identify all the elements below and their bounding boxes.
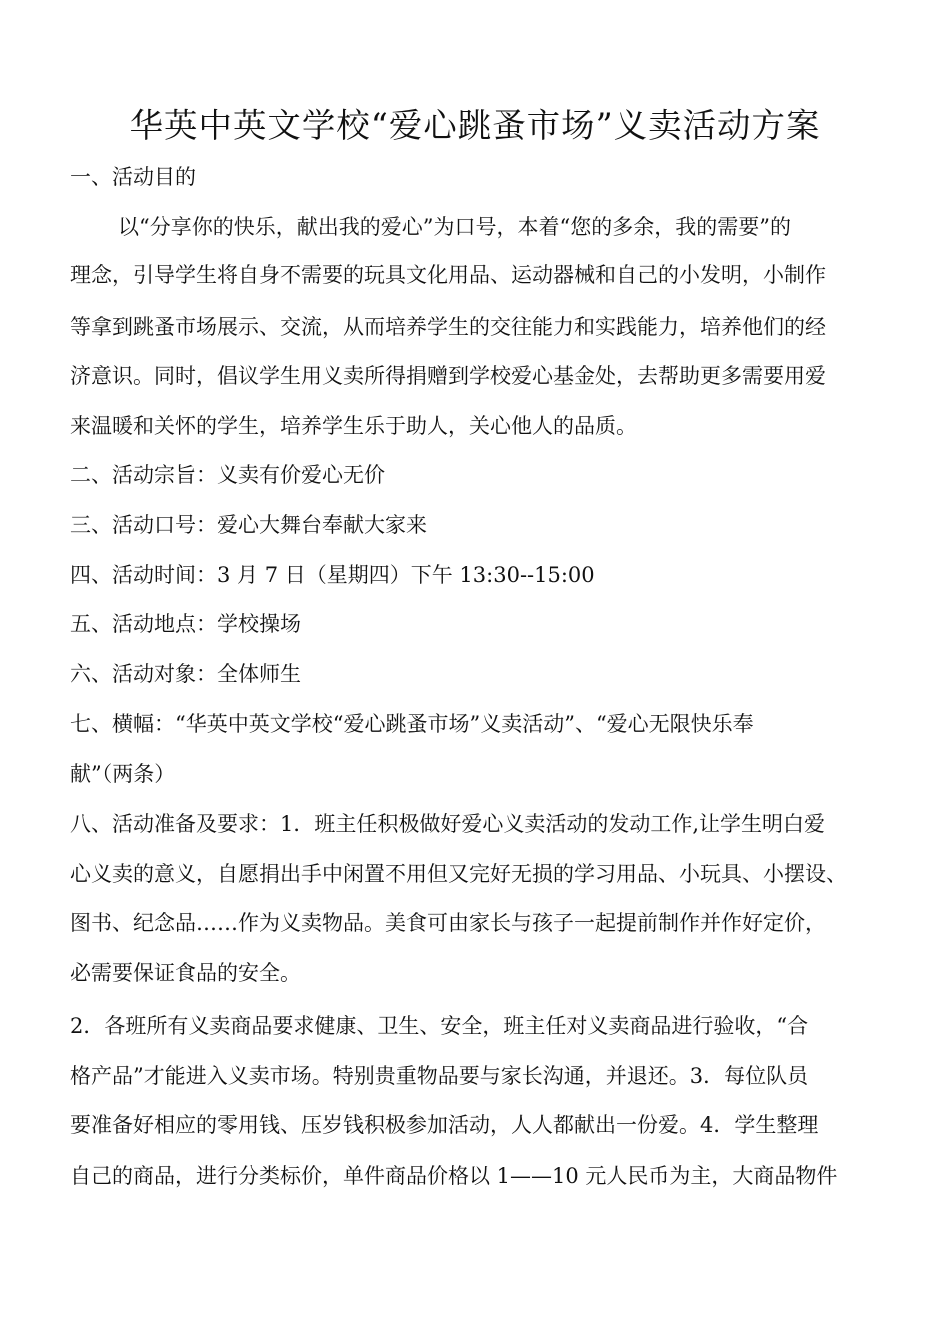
- paragraph-line: 格产品”才能进入义卖市场。特别贵重物品要与家长沟通，并退还。3．每位队员: [70, 1064, 809, 1088]
- paragraph-line: 要准备好相应的零用钱、压岁钱积极参加活动，人人都献出一份爱。4．学生整理: [70, 1113, 819, 1137]
- section-location: 五、活动地点：学校操场: [70, 612, 301, 636]
- document-title: 华英中英文学校“爱心跳蚤市场”义卖活动方案: [129, 106, 821, 145]
- paragraph-line: 献”（两条）: [70, 762, 176, 786]
- section-preparation: 八、活动准备及要求：1．班主任积极做好爱心义卖活动的发动工作,让学生明白爱: [70, 812, 826, 836]
- paragraph-line: 来温暖和关怀的学生，培养学生乐于助人，关心他人的品质。: [70, 414, 637, 438]
- paragraph-line: 2．各班所有义卖商品要求健康、卫生、安全，班主任对义卖商品进行验收，“合: [70, 1014, 809, 1038]
- section-time: 四、活动时间：3 月 7 日（星期四）下午 13:30--15:00: [70, 563, 595, 587]
- paragraph-line: 理念，引导学生将自身不需要的玩具文化用品、运动器械和自己的小发明，小制作: [70, 263, 826, 287]
- paragraph-line: 必需要保证食品的安全。: [70, 961, 301, 985]
- section-heading-purpose: 一、活动目的: [70, 165, 196, 189]
- paragraph-line: 济意识。同时，倡议学生用义卖所得捐赠到学校爱心基金处，去帮助更多需要用爱: [70, 364, 826, 388]
- paragraph-line: 心义卖的意义，自愿捐出手中闲置不用但又完好无损的学习用品、小玩具、小摆设、: [70, 862, 847, 886]
- section-tenet: 二、活动宗旨：义卖有价爱心无价: [70, 463, 385, 487]
- paragraph-line: 等拿到跳蚤市场展示、交流，从而培养学生的交往能力和实践能力，培养他们的经: [70, 315, 826, 339]
- section-banner: 七、横幅：“华英中英文学校“爱心跳蚤市场”义卖活动”、“爱心无限快乐奉: [70, 712, 754, 736]
- section-slogan: 三、活动口号：爱心大舞台奉献大家来: [70, 513, 427, 537]
- paragraph-line: 图书、纪念品……作为义卖物品。美食可由家长与孩子一起提前制作并作好定价，: [70, 911, 826, 935]
- paragraph-line: 以“分享你的快乐，献出我的爱心”为口号，本着“您的多余，我的需要”的: [118, 215, 791, 239]
- section-audience: 六、活动对象：全体师生: [70, 662, 301, 686]
- paragraph-line: 自己的商品，进行分类标价，单件商品价格以 1——10 元人民币为主，大商品物件: [70, 1164, 838, 1188]
